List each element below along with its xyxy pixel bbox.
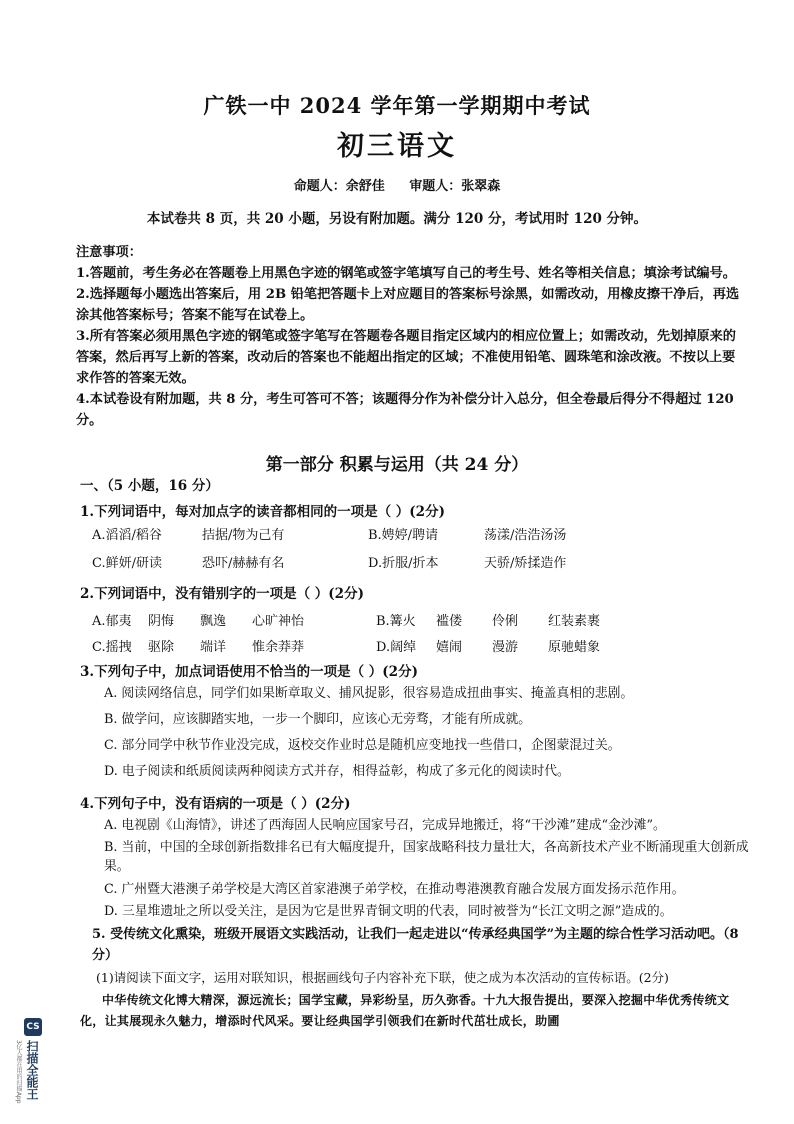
setter-label: 命题人：余舒佳 <box>293 179 385 194</box>
question-4-option-a: A. 电视剧《山海情》，讲述了西海固人民响应国家号召，完成异地搬迁，将“干沙滩”建成“金沙滩”。 <box>104 818 666 833</box>
option-text: B.娉婷/聘请 <box>368 528 439 543</box>
question-4-option-c: C. 广州暨大港澳子弟学校是大湾区首家港澳子弟学校，在推动粤港澳教育融合发展方面发扬示范作用。 <box>104 882 685 897</box>
question-1-stem: 1.下列词语中，每对加点字的读音都相同的一项是（ ）(2分) <box>80 504 445 520</box>
option-text: A.滔滔/稻谷 <box>92 528 162 543</box>
notice-item: 1.答题前，考生务必在答题卷上用黑色字迹的钢笔或签字笔填写自己的考生号、姓名等相关信息；填涂考试编号。 <box>76 266 736 281</box>
option-text: 飘逸 <box>200 614 227 629</box>
section-heading: 一、（5 小题，16 分） <box>80 478 219 494</box>
camscanner-logo-icon: CS <box>24 1018 42 1036</box>
option-text: D.阔绰 <box>376 640 417 655</box>
watermark-text: 扫描全能王 <box>25 1040 39 1100</box>
question-3-stem: 3.下列句子中，加点词语使用不恰当的一项是（ ）(2分) <box>80 664 418 680</box>
notice-item: 4.本试卷设有附加题，共 8 分，考生可答可不答；该题得分作为补偿分计入总分，但全卷最后得分不得超过 120 分。 <box>76 392 734 428</box>
part-title: 第一部分 积累与运用（共 24 分） <box>265 455 529 475</box>
question-3-option-a: A. 阅读网络信息，同学们如果断章取义、捕风捉影，很容易造成扭曲事实、掩盖真相的悲剧。 <box>104 686 634 701</box>
option-text: C.摇拽 <box>92 640 132 655</box>
option-text: 驱除 <box>148 640 175 655</box>
notice-block <box>76 242 746 431</box>
question-2-options-row <box>92 610 752 629</box>
option-text: 端详 <box>200 640 227 655</box>
question-4-option-b: B. 当前，中国的全球创新指数排名已有大幅度提升，国家战略科技力量壮大，各高新技术产业不断涌现重大创新成果。 <box>104 840 749 874</box>
question-1-options-row <box>92 524 752 543</box>
question-2-options-row <box>92 636 752 655</box>
question-2-stem: 2.下列词语中，没有错别字的一项是（ ）(2分) <box>80 586 364 602</box>
notice-item: 2.选择题每小题选出答案后，用 2B 铅笔把答题卡上对应题目的答案标号涂黑，如需改动，用橡皮擦干净后，再选涂其他答案标号；答案不能写在试卷上。 <box>76 287 740 323</box>
question-1-options-row <box>92 552 752 571</box>
exam-title: 广铁一中 2024 学年第一学期期中考试 <box>203 93 591 118</box>
option-text: 嬉闹 <box>436 640 463 655</box>
exam-subject: 初三语文 <box>337 131 457 162</box>
question-4-option-d: D. 三星堆遗址之所以受关注，是因为它是世界青铜文明的代表，同时被誉为“长江文明之源”造成的。 <box>104 904 673 919</box>
option-text: 阴悔 <box>148 614 175 629</box>
question-3-option-b: B. 做学问，应该脚踏实地，一步一个脚印，应该心无旁骛，才能有所成就。 <box>104 712 532 727</box>
option-text: 褴偻 <box>436 614 463 629</box>
option-text: 原驰蜡象 <box>548 640 601 655</box>
question-4-stem: 4.下列句子中，没有语病的一项是（ ）(2分) <box>80 796 351 812</box>
option-text: B.篝火 <box>376 614 416 629</box>
reviewer-label: 审题人：张翠森 <box>409 179 501 194</box>
option-text: 恐吓/赫赫有名 <box>202 556 285 571</box>
watermark-subtext: 3亿人都在用的扫描App <box>15 1040 22 1104</box>
option-text: A.郁夷 <box>92 614 132 629</box>
notice-heading: 注意事项： <box>76 245 142 260</box>
option-text: 红装素裹 <box>548 614 601 629</box>
option-text: D.折服/折本 <box>368 556 439 571</box>
question-5-sub-1: (1)请阅读下面文字，运用对联知识，根据画线句子内容补充下联，使之成为本次活动的宣传标语。(2分) <box>96 970 669 985</box>
question-3-option-d: D. 电子阅读和纸质阅读两种阅读方式并存，相得益彰，构成了多元化的阅读时代。 <box>104 764 570 779</box>
notice-item: 3.所有答案必须用黑色字迹的钢笔或签字笔写在答题卷各题目指定区域内的相应位置上；如需改动，先划掉原来的答案，然后再写上新的答案，改动后的答案也不能超出指定的区域；不准使用铅笔、圆珠笔和涂改液。不按以上要求作答的答案无效。 <box>76 329 736 386</box>
option-text: 荡漾/浩浩汤汤 <box>484 528 567 543</box>
question-3-option-c: C. 部分同学中秋节作业没完成，返校交作业时总是随机应变地找一些借口，企图蒙混过关。 <box>104 738 621 753</box>
option-text: 拮据/物为己有 <box>202 528 285 543</box>
option-text: 天骄/矫揉造作 <box>484 556 567 571</box>
option-text: 惟余莽莽 <box>252 640 305 655</box>
question-5-stem: 5. 受传统文化熏染，班级开展语文实践活动，让我们一起走进以“传承经典国学”为主题的综合性学习活动吧。（8分） <box>92 927 739 963</box>
question-5-quote: 中华传统文化博大精深，源远流长；国学宝藏，异彩纷呈，历久弥香。十九大报告提出，要深入挖掘中华优秀传统文化，让其展现永久魅力，增添时代风采。要让经典国学引领我们在新时代茁壮成长，助圃 <box>80 993 730 1028</box>
option-text: 漫游 <box>492 640 519 655</box>
exam-intro: 本试卷共 8 页，共 20 小题，另设有附加题。满分 120 分，考试用时 120 分钟。 <box>146 211 648 227</box>
option-text: 心旷神怡 <box>252 614 305 629</box>
scanner-watermark <box>15 1018 46 1108</box>
option-text: 伶俐 <box>492 614 519 629</box>
option-text: C.鲜妍/研读 <box>92 556 162 571</box>
exam-authors <box>0 175 794 194</box>
